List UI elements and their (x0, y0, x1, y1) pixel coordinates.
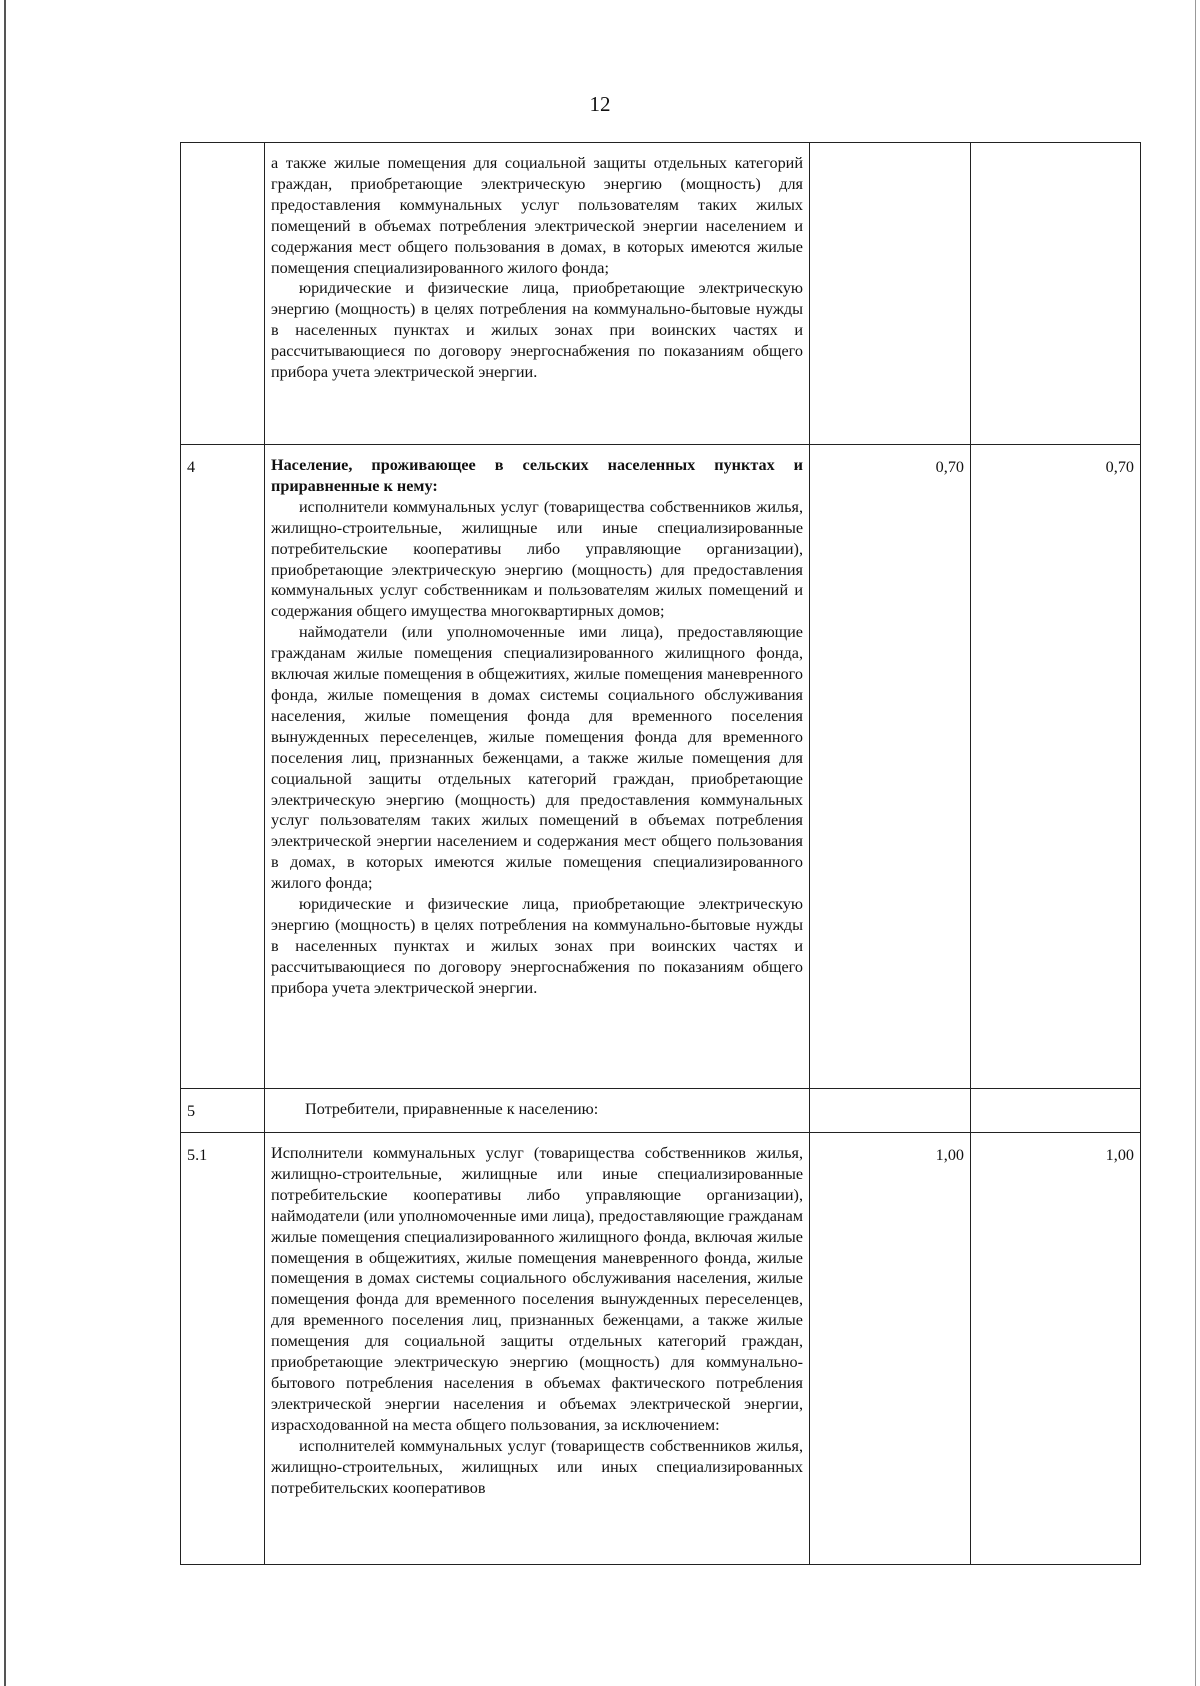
row-description (265, 143, 810, 445)
paragraph: юридические и физические лица, приобретающие электрическую энергию (мощность) в целях потребления на коммунально-бытовые нужды в населенных пунктах и жилых зонах при воинских частях и рассчитывающиеся по договору энергоснабжения по показаниям общего прибора учета электрической энергии. (271, 279, 803, 382)
scan-edge-left (4, 0, 6, 1686)
row-number: 4 (181, 445, 265, 1089)
row-number: 5 (181, 1089, 265, 1133)
tariff-table (180, 142, 1141, 1565)
paragraph: Потребители, приравненные к населению: (305, 1100, 599, 1118)
row-number (181, 143, 265, 445)
paragraph: Исполнители коммунальных услуг (товарищества собственников жилья, жилищно-строительные, жилищные или иные специализированные потребительские кооперативы либо управляющие организации), наймодатели (или уполномоченные ими лица), предоставляющие гражданам жилые помещения специализированного жилищного фонда, включая жилые помещения в общежитиях, жилые помещения маневренного фонда, жилые помещения в домах системы социального обслуживания населения, жилые помещения фонда для временного поселения вынужденных переселенцев, для временного поселения лиц, признанных беженцами, а также жилые помещения для социальной защиты отдельных категорий граждан, приобретающие электрическую энергию (мощность) для коммунально-бытового потребления населения в объемах фактического потребления электрической энергии населения и объемах электрической энергии, израсходованной на места общего пользования, за исключением: (271, 1144, 803, 1434)
value-col-1: 0,70 (810, 445, 971, 1089)
value-col-2: 0,70 (971, 445, 1141, 1089)
paragraph: юридические и физические лица, приобретающие электрическую энергию (мощность) в целях потребления на коммунально-бытовые нужды в населенных пунктах и жилых зонах при воинских частях и рассчитывающиеся по договору энергоснабжения по показаниям общего прибора учета электрической энергии. (271, 895, 803, 997)
paragraph: исполнителей коммунальных услуг (товариществ собственников жилья, жилищно-строительных, жилищных или иных специализированных потребительских кооперативов (271, 1436, 803, 1497)
paragraph: наймодатели (или уполномоченные ими лица), предоставляющие гражданам жилые помещения специализированного жилищного фонда, включая жилые помещения в общежитиях, жилые помещения маневренного фонда, жилые помещения в домах системы социального обслуживания населения, жилые помещения фонда для временного поселения вынужденных переселенцев, жилые помещения фонда для временного поселения лиц, признанных беженцами, а также жилые помещения для социальной защиты отдельных категорий граждан, приобретающие электрическую энергию (мощность) для предоставления коммунальных услуг пользователям таких жилых помещений в объемах потребления электрической энергии населением и содержания мест общего пользования в домах, в которых имеются жилые помещения специализированного жилого фонда; (271, 623, 803, 893)
value-col-1 (810, 143, 971, 445)
value-col-2 (971, 143, 1141, 445)
row-description (265, 445, 810, 1089)
paragraph: Население, проживающее в сельских населенных пунктах и приравненные к нему: (271, 456, 803, 495)
table-row (181, 445, 1141, 1089)
paragraph: а также жилые помещения для социальной защиты отдельных категорий граждан, приобретающие электрическую энергию (мощность) для предоставления коммунальных услуг пользователям таких жилых помещений в объемах потребления электрической энергии населением и содержания мест общего пользования в домах, в которых имеются жилые помещения специализированного жилого фонда; (271, 154, 803, 277)
table-row (181, 143, 1141, 445)
row-text (271, 1143, 803, 1498)
value-col-2: 1,00 (971, 1133, 1141, 1565)
row-text (271, 153, 803, 383)
value-col-2 (971, 1089, 1141, 1133)
row-text (271, 455, 803, 999)
value-col-1: 1,00 (810, 1133, 971, 1565)
table-row (181, 1133, 1141, 1565)
row-number: 5.1 (181, 1133, 265, 1565)
row-text (271, 1099, 803, 1120)
table-row (181, 1089, 1141, 1133)
row-description (265, 1089, 810, 1133)
value-col-1 (810, 1089, 971, 1133)
scan-edge-right (1195, 0, 1196, 1686)
row-description (265, 1133, 810, 1565)
page-number: 12 (589, 92, 611, 116)
paragraph: исполнители коммунальных услуг (товарищества собственников жилья, жилищно-строительные, жилищные или иные специализированные потребительские кооперативы либо управляющие организации), приобретающие электрическую энергию (мощность) для предоставления коммунальных услуг собственникам и пользователям жилых помещений и содержания общего имущества многоквартирных домов; (271, 497, 803, 621)
